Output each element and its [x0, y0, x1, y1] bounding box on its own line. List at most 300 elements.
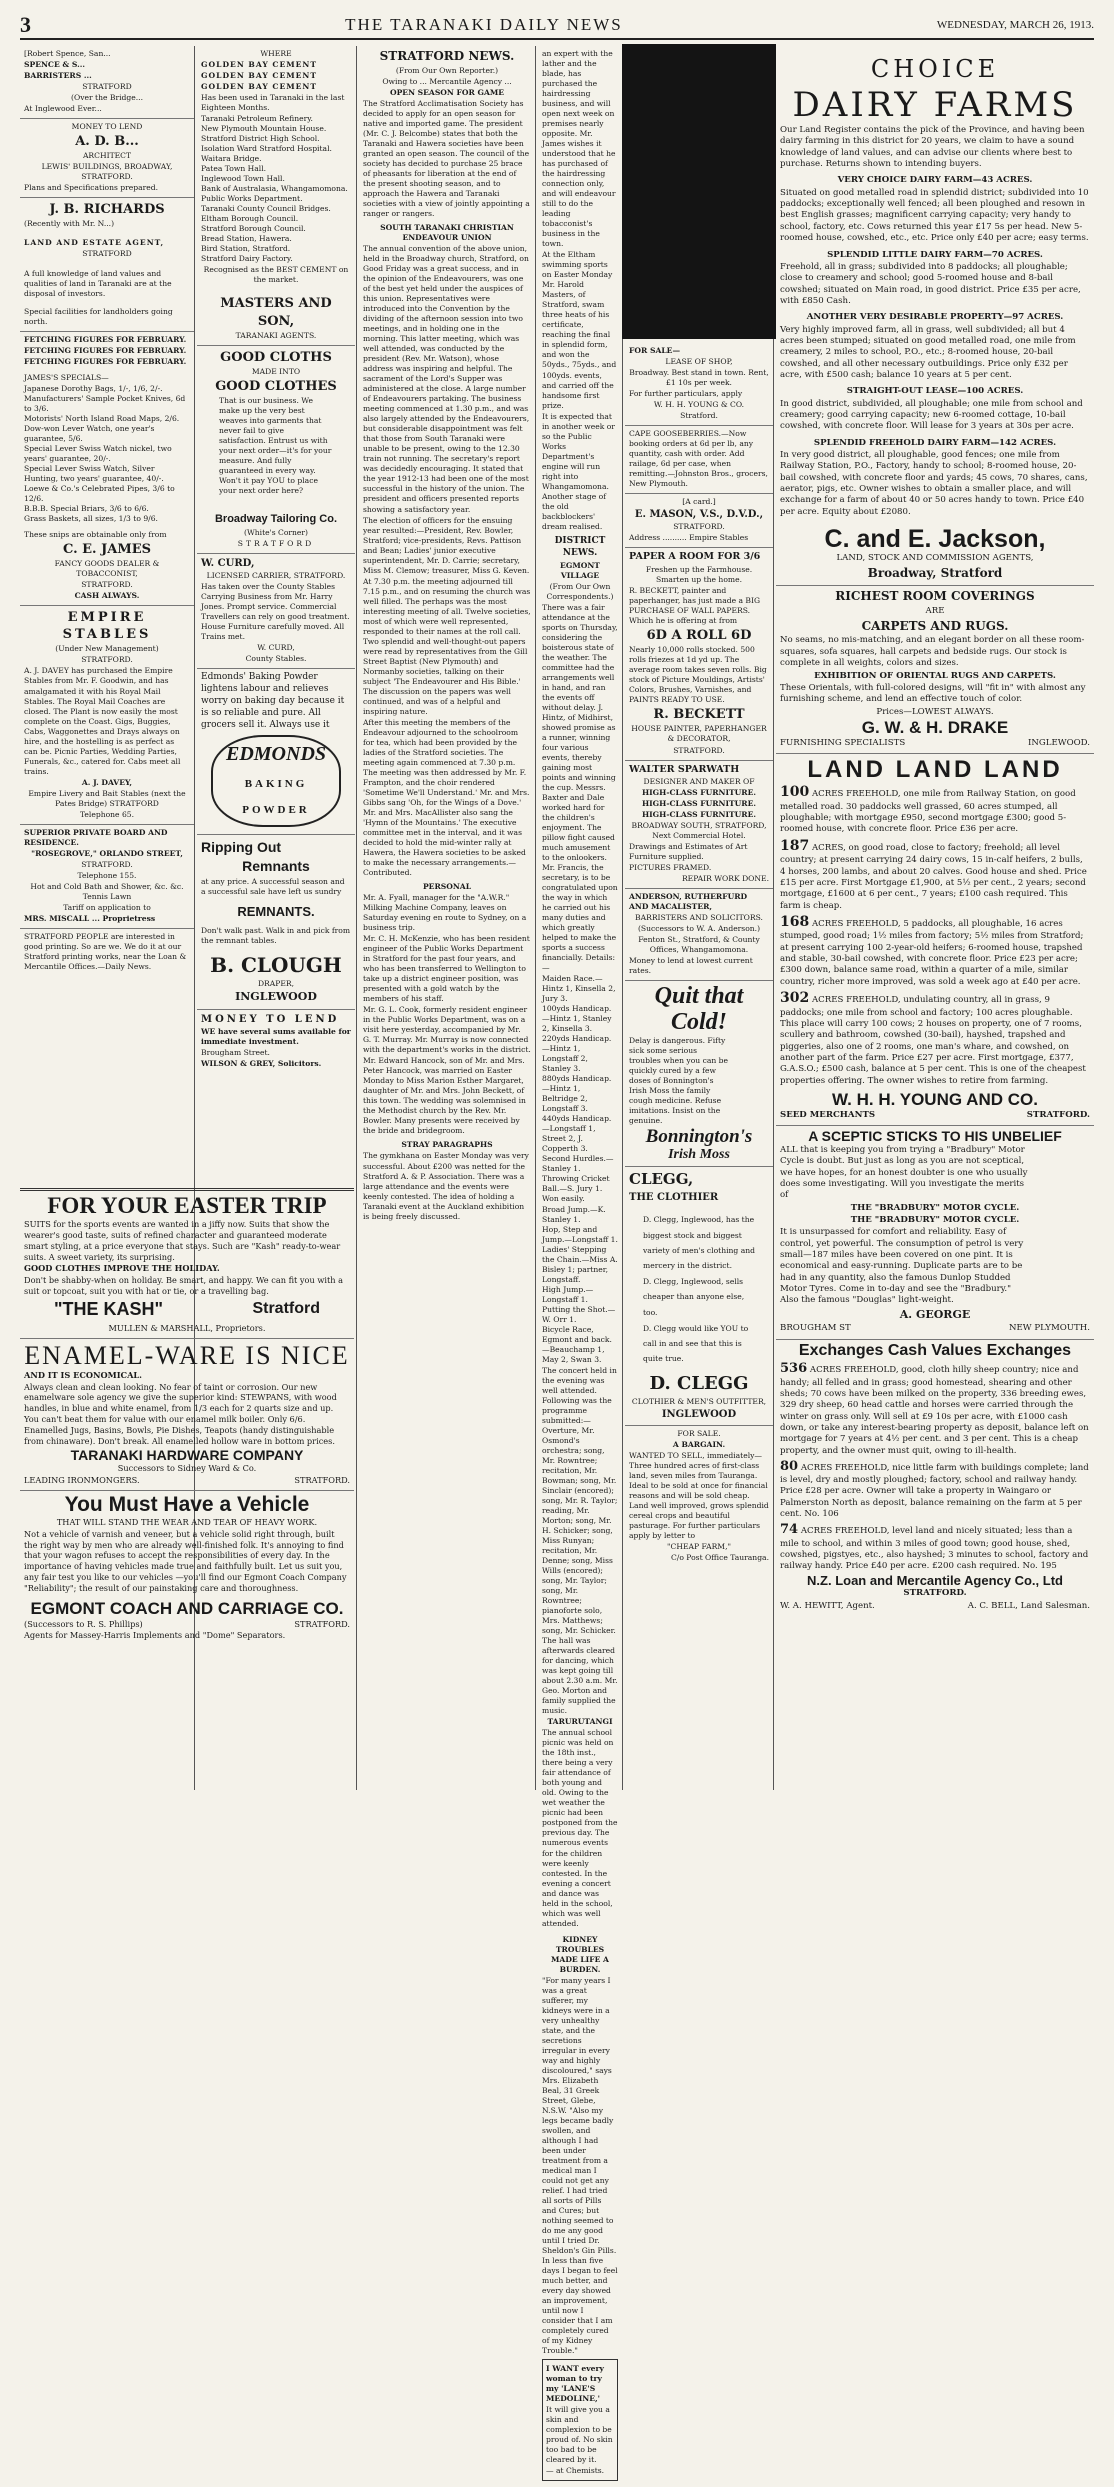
ad-line: County Stables.	[245, 654, 307, 664]
ad-body: WANTED TO SELL, immediately—Three hundred acres of first-class land, seven miles from Tauranga. Ideal to be sold at once for financial reasons and will be sold cheap. Land well improved, grows splendid cereal crops and beautiful pasturage. For further particulars apply by letter to	[629, 1451, 769, 1541]
paragraph: After this meeting the members of the Endeavour adjourned to the schoolroom for tea, which had been provided by the ladies of the Stratford societies. The meeting again commenced at 7.30 p.m. The meeting was then addressed by Mr. F. Frampton, and the choir rendered 'Sometime We'll Understand.' Mr. and Mrs. Gibbs sang 'Oh, for the Wings of a Dove.' Mr. and Mrs. MacAllister also sang the 'Hymn of the Mountains.' The executive committee met in the interval, and it was decided to hold the mid-winter rally at Hawera, the Hawera societies to be asked to make the necessary arrangements.—Contributed.	[363, 717, 530, 878]
list-item: Broad Jump.—K. Stanley 1.	[542, 1204, 606, 1224]
ad-line: [A card.]	[682, 497, 716, 507]
farm-sale-ad	[625, 1426, 773, 1567]
mason-ad	[625, 494, 773, 548]
ad-name: W. CURD,	[201, 557, 255, 569]
ad-name: C. and E. Jackson,	[824, 525, 1046, 554]
ad-name: "THE KASH"	[54, 1298, 164, 1319]
ad-heading: SUPERIOR PRIVATE BOARD AND RESIDENCE.	[24, 827, 168, 847]
ad-name: D. CLEGG	[649, 1373, 749, 1395]
subheading: TARURUTANGI	[547, 1717, 613, 1727]
list-item: Bank of Australasia, Whangamomona.	[201, 184, 348, 194]
cement-ad	[197, 46, 355, 346]
paragraph: Mr. A. Fyall, manager for the "A.W.R." Milking Machine Company, leaves on Saturday evening en route to Sydney, on a business trip.	[363, 893, 527, 933]
ad-heading: A BARGAIN.	[672, 1440, 726, 1450]
listing-acres: 100	[780, 784, 810, 801]
list-item: Bird Station, Stratford.	[201, 244, 291, 254]
listing-text: ACRES FREEHOLD, undulating country, all in grass, 9 paddocks; one mile from school and factory; 100 acres ploughable. This place will carry 100 cows; 2 houses on property, one of 7 rooms, scullery and bathroom, cowshed (30-bail), hayshed, trapshed and piggeries, also one of 2 rooms, one man's whare, and cowshed, on another part of the farm. Price £27 per acre. First mortgage, £377, G.A.S.O.; £500 cash, balance at 5 per cent. This is one of the cheapest properties offering. The owner wishes to retire from farming.	[780, 995, 1086, 1086]
ad-line: DESIGNER AND MAKER OF	[643, 777, 755, 787]
ad-line: W. A. HEWITT, Agent.	[780, 1600, 875, 1611]
ad-name: Irish Moss	[668, 1146, 730, 1162]
ad-line: (Successors to W. A. Anderson.)	[637, 924, 761, 934]
subheading: ANOTHER VERY DESIRABLE PROPERTY—97 ACRES.	[806, 312, 1064, 323]
ad-line	[780, 1601, 1090, 1612]
james-ad	[20, 332, 194, 607]
subheading: KIDNEY TROUBLES MADE LIFE A BURDEN.	[551, 1934, 609, 1974]
ad-body: A. J. DAVEY has purchased the Empire Stables from Mr. F. Goodwin, and has amalgamated it with his Royal Mail Stables. The Royal Mail Coaches are closed. The Plant is now easily the most complete on the Coast. Gigs, Buggies, Cabs, Waggonettes and Drays always on hire, and the hostelling is as perfect as can be. Picnic Parties, Wedding Parties, Funerals, &c., catered for. Cabs meet all trains.	[24, 666, 181, 776]
remnants-ad	[197, 835, 355, 1010]
section-heading: DISTRICT NEWS.	[554, 535, 606, 558]
ad-line: HIGH-CLASS FURNITURE.	[641, 810, 757, 820]
ad-name: ANDERSON, RUTHERFURD AND MACALISTER,	[629, 892, 748, 912]
ad-line: W. H. H. YOUNG & CO.	[653, 400, 745, 410]
ad-body: CAPE GOOSEBERRIES.—Now booking orders at 6d per lb, any quantity, cash with order. Add railage, 6d per case, when remitting.—Johnston Bros., grocers, New Plymouth.	[629, 429, 768, 489]
ad-line: DRAPER,	[257, 979, 295, 989]
bonningtons-ad	[625, 981, 773, 1167]
news-continued	[538, 46, 622, 2487]
listing	[780, 1458, 1090, 1521]
ad-line: CASH ALWAYS.	[74, 591, 140, 601]
ad-heading: GOOD CLOTHS	[220, 349, 332, 365]
list-item: Motorists' North Island Road Maps, 2/6.	[24, 413, 180, 423]
ad-name: TARANAKI HARDWARE COMPANY	[70, 1446, 304, 1463]
ad-heading: FOR YOUR EASTER TRIP	[47, 1193, 327, 1218]
ad-line: PICTURES FRAMED.	[629, 863, 712, 873]
ad-name: Bonnington's	[645, 1125, 753, 1147]
list-item: Second Hurdles.—Stanley 1.	[542, 1154, 614, 1174]
ad-body: In very good district, all ploughable, good fences; one mile from Railway Station, P.O., Factory, handy to school; 8-roomed house, 20-bail cowshed, with concrete floor and yards; 45 cows, 70 shares, cans, aerator, pigs, etc. Owner wishes to obtain a smaller place, and will exchange for a farm of about 40 or 50 acres handy to town. Price £40 per acre. Equity about £2080.	[780, 450, 1088, 517]
listing-text: ACRES FREEHOLD, good, cloth hilly sheep country; nice and handy; all felled and in grass; good homestead, shearing and other sheds; 70 cows have been milked on the property, 336 breeding ewes, 329 dry sheep, 60 head cattle and horses were carried through the winter on grass only. Will sell at £9 10s per acre, with £1000 cash down, or take any interest-bearing property as deposit, balance left on mortgage for 7 years at 4½ per cent. and 3 per cent. This is a cheap property, and the owner must quit, owing to ill-health.	[780, 1365, 1089, 1456]
ad-heading: ENAMEL-WARE IS NICE	[24, 1340, 350, 1370]
ad-line: ARCHITECT	[82, 151, 132, 161]
list-item: Stratford Dairy Factory.	[201, 254, 293, 264]
list-item: Maiden Race.—Hintz 1, Kinsella 2, Jury 3.	[542, 974, 616, 1004]
ad-name: J. B. RICHARDS	[49, 202, 165, 218]
ad-line: MULLEN & MARSHALL, Proprietors.	[108, 1322, 266, 1333]
list-item: Public Works Department.	[201, 194, 303, 204]
list-item: Eltham Borough Council.	[201, 214, 299, 224]
ad-heading: CARPETS AND RUGS.	[861, 618, 1009, 633]
ad-body: These Orientals, with full-colored designs, will "fit in" with almost any furnishing scheme, and lend an effective touch of color.	[780, 682, 1086, 705]
ad-heading: FETCHING FIGURES FOR FEBRUARY.	[24, 345, 187, 355]
ad-line: (Successors to R. S. Phillips)	[24, 1618, 143, 1629]
list-item: 100yds Handicap.—Hintz 1, Stanley 2, Kinsella 3.	[542, 1004, 612, 1034]
architect-ad	[20, 119, 194, 198]
ad-heading: FETCHING FIGURES FOR FEBRUARY.	[24, 356, 187, 366]
ad-body: Freehold, all in grass; subdivided into 8 paddocks; all ploughable; close to creamery and school; good 5-roomed house and 8-bail cowshed; situated on Main road, in good district. Price £35 per acre, with £850 Cash.	[780, 261, 1081, 306]
ad-body: Money to lend at lowest current rates.	[629, 956, 753, 976]
furniture-ad	[625, 761, 773, 890]
list-item: Stratford Borough Council.	[201, 224, 306, 234]
column-2	[197, 46, 355, 1186]
ad-line	[780, 738, 1090, 749]
ad-body: D. Clegg, Inglewood, has the biggest stock and biggest variety of men's clothing and mercery in the district.	[643, 1215, 755, 1271]
list-item: New Plymouth Mountain House.	[201, 124, 327, 134]
ad-line: STRATFORD.	[81, 859, 133, 869]
column-rule	[356, 46, 357, 1790]
listing-text: ACRES, on good road, close to factory; freehold; all level country; at present carrying 24 dairy cows, 15 in-calf heifers, 2 bulls, 4 horses, 200 lambs, and about 20 calves. Good house and shed. Price £15 per acre. First Mortgage £1,900, at 5½ per cent., 2 years; second mortgage, £1600 at 6 per cent., 7 years; £100 cash required. This farm is cheap.	[780, 842, 1087, 911]
listing	[780, 913, 1090, 988]
list-item: Hop, Step and Jump.—Longstaff 1.	[542, 1224, 618, 1244]
ad-line: Brougham Street.	[201, 1047, 270, 1057]
ad-line: A. C. BELL, Land Salesman.	[967, 1600, 1090, 1611]
edmonds-ad	[197, 669, 355, 835]
land-listings-ad	[776, 754, 1094, 1126]
ad-line: At Inglewood Ever...	[24, 104, 102, 114]
ad-line	[780, 1110, 1090, 1121]
dark-printed-block	[622, 44, 776, 339]
subheading: OPEN SEASON FOR GAME	[389, 87, 505, 97]
ad-line: (Recently with Mr. N...)	[24, 219, 115, 229]
motor-cycle-ad	[776, 1126, 1094, 1339]
bottom-ads	[20, 1188, 354, 1790]
ad-line: "CHEAP FARM,"	[667, 1542, 731, 1552]
column-6	[776, 46, 1094, 1790]
ad-name: E. MASON, V.S., D.V.D.,	[634, 509, 764, 521]
ad-body: Has taken over the County Stables Carrying Business from Mr. Harry Jones. Prompt service. Commercial Travellers can rely on good treatment. House Furniture carefully moved. All Trains met.	[201, 581, 350, 641]
ad-heading: FOR SALE.	[677, 1429, 721, 1439]
ad-line: STRATFORD.	[294, 1618, 350, 1629]
paragraph: an expert with the lather and the blade, has purchased the hairdressing business, and will open next week on premises nearly opposite. Mr. James wishes it understood that he has purchased of the hairdressing connection only, and will endeavour still to do the leading tobacconist's business in the town.	[542, 49, 616, 249]
ad-heading: GOLDEN BAY CEMENT	[201, 60, 318, 70]
ad-line: Telephone 65.	[79, 809, 135, 819]
ad-heading: RICHEST ROOM COVERINGS	[835, 589, 1035, 604]
clothes-ad	[197, 346, 355, 554]
ad-line: Tariff on application to	[63, 902, 151, 912]
money-lend-ad	[197, 1010, 355, 1073]
subheading: SOUTH TARANAKI CHRISTIAN ENDEAVOUR UNION	[380, 223, 514, 243]
byline: (From Our Own Correspondents.)	[546, 581, 614, 601]
ad-heading: FETCHING FIGURES FOR FEBRUARY.	[24, 334, 187, 344]
paragraph: "For many years I was a great sufferer, my kidneys were in a very unhealthy state, and the secretions irregular in every way and highly discoloured," says Mrs. Elizabeth Beal, 31 Greek Street, Glebe, N.S.W. "Also my legs became badly swollen, and although I had been under treatment from a medical man I could not get any relief. I had tried all sorts of Pills and Cures; but nothing seemed to do me any good until I tried Dr. Sheldon's Gin Pills. In less than five days I began to feel much better, and every day showed an improvement, until now I consider that I am completely cured of my Kidney Trouble."	[542, 1975, 618, 2356]
ad-body: Special facilities for landholders going north.	[24, 306, 173, 326]
ad-heading: Remnants	[242, 858, 310, 875]
ad-line: W. CURD,	[257, 643, 295, 653]
ad-line: GOOD CLOTHES IMPROVE THE HOLIDAY.	[24, 1263, 220, 1274]
column-1	[20, 46, 194, 1186]
ad-name: G. W. & H. DRAKE	[861, 717, 1009, 737]
paragraph: Mr. C. H. McKenzie, who has been resident engineer of the Public Works Department in Stratford for the past four years, and who has been transferred to Wellington to take up a district engineer position, was presented with a gold watch by the members of his staff.	[363, 934, 530, 1004]
list-item: Stratford District High School.	[201, 134, 320, 144]
ad-line: EXHIBITION OF ORIENTAL RUGS AND CARPETS.	[814, 670, 1056, 681]
ad-line: LEADING IRONMONGERS.	[24, 1475, 140, 1486]
ad-line: Address .......... Empire Stables	[629, 533, 749, 543]
paragraph: The election of officers for the ensuing year resulted:—President, Rev. Bowler, Stratford; vice-presidents, Revs. Pattison and Bean; Ladies' junior executive superintendent, Mr. D. Carrie; secretary, Miss M. Clemow; treasurer, Miss G. Keven.	[363, 515, 530, 575]
ad-body: That is our business. We make up the very best weaves into garments that never fail to give satisfaction. Entrust us with your next order—it's for your measure. And fully guaranteed in every way. Won't it pay YOU to place your next order here?	[219, 396, 332, 496]
list-item: Isolation Ward Stratford Hospital.	[201, 144, 332, 154]
lanes-medoline-ad	[542, 2359, 618, 2481]
ad-line: THAT WILL STAND THE WEAR AND TEAR OF HEAVY WORK.	[56, 1517, 318, 1527]
ad-heading: I WANT every woman to try my 'LANE'S MEDOLINE,'	[546, 2364, 604, 2404]
ad-name: C. E. JAMES	[62, 541, 152, 557]
listing	[780, 989, 1090, 1087]
ad-line: STRATFORD.	[673, 745, 725, 755]
gooseberries-ad	[625, 426, 773, 494]
paragraph: The gymkhana on Easter Monday was very successful. About £200 was netted for the Stratford A. & P. Association. There was a large attendance and the events were keenly contested. The idea of holding a Taranaki event at the Auckland exhibition is being freely discussed.	[363, 1151, 529, 1221]
ad-name: CLEGG,	[629, 1170, 694, 1189]
ad-body: It will give you a skin and complexion to be proud of. No skin too bad to be cleared by it.	[546, 2405, 613, 2465]
ad-line: LICENSED CARRIER, STRATFORD.	[206, 570, 346, 580]
ad-line: Agents for Massey-Harris Implements and "Dome" Separators.	[24, 1630, 286, 1641]
shop-lease-ad	[625, 343, 773, 426]
ad-name: A. GEORGE	[899, 1307, 971, 1321]
ad-line: STRATFORD	[82, 248, 132, 258]
ad-body: Always clean and clean looking. No fear of taint or corrosion. Our new enamelware sole agency we give the superior kind: STEWPANS, with wood handles, in blue and white enamel, from 1/3 each for 2 quarts size and up. You can't beat them for value with our enamel milk boiler. Only 6/6. Enamelled Jugs, Basins, Bowls, Pie Dishes, Teapots (handy distinguishable from chinaware). Don't break. All enamelled hollow ware in bottom prices.	[24, 1381, 337, 1446]
paragraph: The concert held in the evening was well attended. Following was the programme submitted:—Overture, Mr. Osmond's orchestra; song, Mr. Rowntree; recitation, Mr. Bowman; song, Mr. Sinclair (encored); song, Mr. R. Taylor; reading, Mr. Morton; song, Mr. H. Schicker; song, Miss Runyan; recitation, Mr. Denne; song, Miss Wills (encored); song, Mr. Taylor; song, Mr. Rowntree; pianoforte solo, Mrs. Matthews; song, Mr. Schicker. The hall was afterwards cleared for dancing, which was kept going till about 2.30 a.m. Mr. Geo. Morton and family supplied the music.	[542, 1365, 618, 1716]
ad-line: SEED MERCHANTS	[780, 1109, 876, 1120]
ad-line: REPAIR WORK DONE.	[681, 874, 769, 884]
ad-body: Don't walk past. Walk in and pick from the remnant tables.	[201, 925, 351, 945]
list-item: Special Lever Swiss Watch nickel, two years' guarantee, 20/-.	[24, 443, 172, 463]
vehicle-ad	[20, 1491, 354, 1645]
ad-line	[24, 1619, 350, 1630]
ad-body: D. Clegg, Inglewood, sells cheaper than anyone else, too.	[643, 1277, 745, 1317]
ad-heading: You Must Have a Vehicle	[64, 1492, 310, 1516]
list-item: 880yds Handicap.—Hintz 1, Beltridge 2, Longstaff 3.	[542, 1074, 612, 1114]
ad-body: at any price. A successful season and a successful sale have left us sundry	[201, 876, 345, 896]
ad-line: Hot and Cold Bath and Shower, &c. &c. Tennis Lawn	[30, 881, 184, 901]
ad-heading: LAND AND ESTATE AGENT,	[24, 237, 165, 247]
printing-notice	[20, 929, 194, 976]
ad-line: FURNISHING SPECIALISTS	[780, 737, 906, 748]
ad-line: STRATFORD.	[294, 1475, 350, 1486]
list-item: High Jump.—Longstaff 1.	[542, 1284, 594, 1304]
issue-date: WEDNESDAY, MARCH 26, 1913.	[936, 19, 1094, 31]
listing-text: ACRES FREEHOLD, 5 paddocks, all ploughable, 16 acres stumped, good road; 1½ miles from factory; 5½ miles from Stratford; at present carrying 100 2-year-old heifers; 6-roomed house, trapshed and stable, 30-bail cowshed, with concrete floor. Price £23 per acre; £300 down, balance same road, within a quarter of a mile, similar country, richer more improved, was sold a week ago at £40 per acre.	[780, 918, 1084, 987]
ad-body: For further particulars, apply	[629, 389, 743, 399]
ad-line: STRATFORD	[237, 538, 315, 548]
listing	[780, 837, 1090, 912]
ad-heading: 6D A ROLL 6D	[646, 628, 752, 644]
listing-acres: 536	[780, 1361, 808, 1377]
ad-heading: DAIRY FARMS	[792, 84, 1078, 125]
solicitor-ad	[20, 46, 194, 119]
listing-acres: 74	[780, 1522, 799, 1538]
subheading: VERY CHOICE DAIRY FARM—43 ACRES.	[837, 175, 1033, 186]
ad-line: HOUSE PAINTER, PAPERHANGER & DECORATOR,	[631, 724, 767, 744]
listing-text: ACRES FREEHOLD, nice little farm with buildings complete; land is level, dry and mostly ploughed; factory, school and railway handy. Price £28 per acre. Owner will take a property in Waingaro or Palmerston North as deposit, balance remaining on the farm at 5 per cent. No. 106	[780, 1462, 1089, 1520]
paragraph: The annual convention of the above union, held in the Broadway church, Stratford, on Good Friday was a great success, and in the opinion of the Endeavourers, was one of the best yet held under the auspices of this union. Representatives were introduced into the Convention by the dividing of the afternoon session into two meetings, and in holding one in the morning. This latter meeting, which was well attended, was conducted by the president (Rev. Mr. Watson), whose address was inspiring and helpful. The sacrament of the Lord's Supper was administered at the close. A large number of Endeavourers partaking. The business meeting commenced at 1.30 p.m., and was also largely attended by the Endeavourers, but considerable disappointment was felt that those from South Taranaki were unable to be present, owing to the 12.30 train not running. The secretary's report was decidedly encouraging. It stated that the year 1912-13 had been one of the most successful in the history of the union. The president and officers presented reports showing a satisfactory year.	[363, 244, 530, 514]
ad-heading: Exchanges Cash Values Exchanges	[798, 1341, 1072, 1359]
page-number: 3	[20, 12, 31, 37]
ad-line	[780, 1323, 1090, 1334]
logo-text: EDMONDS	[225, 743, 327, 766]
newspaper-title: THE TARANAKI DAILY NEWS	[345, 15, 623, 34]
edmonds-logo	[211, 735, 341, 826]
ad-heading: A SCEPTIC STICKS TO HIS UNBELIEF	[808, 1128, 1062, 1145]
ad-line: STRATFORD.	[81, 580, 133, 590]
ad-line: STRATFORD.	[1026, 1109, 1090, 1120]
ad-body: It is unsurpassed for comfort and reliability. Easy of control, yet powerful. The consumption of petrol is very small—187 miles have been covered on one pint. It is economical and easy-running. Duplicate parts are to be had in any quantity, also the famous Dunlop Studded Motor Tyres. Come in to-day and see the "Bradbury." Also the famous "Douglas" light-weight.	[780, 1227, 1024, 1306]
ad-line: C/o Post Office Tauranga.	[670, 1553, 769, 1563]
listing-acres: 80	[780, 1458, 799, 1474]
ad-name: A. D. B...	[75, 134, 139, 150]
ad-body: Don't be shabby-when on holiday. Be smart, and happy. We can fit you with a suit or topcoat, suit you with hat or tie, or a travelling bag.	[24, 1275, 344, 1297]
ad-body: A full knowledge of land values and qualities of land in Taranaki are at the disposal of investors.	[24, 268, 172, 298]
ad-line: STRATFORD	[82, 82, 132, 92]
ad-line: Stratford.	[680, 411, 718, 421]
ad-name: Stratford	[252, 1299, 320, 1317]
list-item: Taranaki County Council Bridges.	[201, 204, 331, 214]
ad-line	[24, 1475, 350, 1486]
list-item: Taranaki Petroleum Refinery.	[201, 114, 313, 124]
ad-name: WALTER SPARWATH	[629, 763, 740, 775]
ad-line: LAND, STOCK AND COMMISSION AGENTS,	[836, 553, 1034, 564]
list-item: Ladies' Stepping the Chain.—Miss A. Bisley 1; partner, Longstaff.	[542, 1244, 618, 1284]
ad-line: — at Chemists.	[546, 2466, 605, 2476]
list-item: Japanese Dorothy Bags, 1/-, 1/6, 2/-.	[24, 383, 163, 393]
section-heading: STRATFORD NEWS.	[379, 49, 515, 63]
ad-line: FANCY GOODS DEALER & TOBACCONIST,	[54, 559, 160, 579]
subheading: SPLENDID FREEHOLD DAIRY FARM—142 ACRES.	[813, 437, 1057, 448]
ad-name: MASTERS AND SON,	[220, 296, 332, 329]
list-item: 440yds Handicap.—Longstaff 1, Street 2, J. Copperth 3.	[542, 1114, 612, 1154]
ad-body: These snips are obtainable only from	[24, 529, 167, 539]
subheading: STRAY PARAGRAPHS	[401, 1140, 493, 1150]
ad-line: AND IT IS ECONOMICAL.	[24, 1369, 143, 1380]
ad-heading: REMNANTS.	[237, 903, 315, 919]
ad-heading: GOLDEN BAY CEMENT	[201, 71, 318, 81]
clegg-ad	[625, 1167, 773, 1426]
ad-line: "ROSEGROVE," ORLANDO STREET,	[31, 848, 183, 858]
list-item: Bicycle Race, Egmont and back.—Beauchamp 1, May 2, Swan 3.	[542, 1324, 612, 1364]
ad-line: WILSON & GREY, Solicitors.	[201, 1058, 322, 1068]
ad-line: STRATFORD.	[903, 1588, 967, 1599]
ad-body: Nearly 10,000 rolls stocked. 500 rolls friezes at 1d yd up. The average room takes seven rolls. Big stock of Picture Mouldings, Artists' Colors, Brushes, Varnishes, and PAINTS READY TO USE.	[629, 645, 767, 705]
column-5	[625, 46, 773, 1790]
ad-line: Freshen up the Farmhouse. Smarten up the home.	[645, 564, 753, 584]
subheading: EGMONT VILLAGE	[560, 560, 600, 580]
empire-stables-ad	[20, 606, 194, 825]
ad-body: No seams, no mis-matching, and an elegant border on all these room-squares, sofa squares, hall carpets and bedside rugs. Our stock is complete in all weights, colors and sizes.	[780, 635, 1085, 669]
listing-acres: 187	[780, 837, 810, 854]
ad-line: MONEY TO LEND	[71, 122, 143, 132]
listing-text: ACRES FREEHOLD, one mile from Railway Station, on good metalled road. 30 paddocks well grassed, 60 acres stumped, all ploughable; with mortgage £950, second mortgage £300; good 5-roomed house, with concrete floor. Price £36 per acre.	[780, 789, 1076, 835]
byline: (From Our Own Reporter.)	[395, 65, 499, 75]
list-item: Throwing Cricket Ball.—S. Jury 1. Won easily.	[542, 1174, 610, 1204]
ad-line: NEW PLYMOUTH.	[1008, 1323, 1090, 1334]
ad-line: THE "BRADBURY" MOTOR CYCLE.	[850, 1202, 1020, 1213]
list-item: B.B.B. Special Briars, 3/6 to 6/6.	[24, 503, 149, 513]
ad-line: ARE	[925, 606, 945, 617]
ad-name: W. H. H. YOUNG AND CO.	[832, 1090, 1038, 1110]
subheading: SPLENDID LITTLE DAIRY FARM—70 ACRES.	[827, 249, 1043, 260]
ad-line: Plans and Specifications prepared.	[24, 183, 159, 193]
stratford-news	[359, 46, 535, 1226]
ad-body: SUITS for the sports events are wanted in a jiffy now. Suits that show the wearer's good taste, suits of refined character and guaranteed moderate smart styling, at a price everyone that stays. Such are "Kash" ready-to-wear suits. A sweet variety, its surprising.	[24, 1219, 341, 1262]
solicitors-ad	[625, 889, 773, 981]
ad-line: INGLEWOOD	[661, 1409, 737, 1421]
ad-line: BROADWAY SOUTH, STRATFORD, Next Commercial Hotel.	[631, 821, 767, 841]
ad-line: Successors to Sidney Ward & Co.	[117, 1463, 257, 1474]
ad-body: ALL that is keeping you from trying a "Bradbury" Motor Cycle is doubt. But just as long as you are not sceptical, we have hopes, for an honest doubter is one who usually does some investigating. Will you investigate the merits of	[780, 1144, 1028, 1201]
listing-text: ACRES FREEHOLD, level land and nicely situated; less than a mile to school, and within 3 miles of good town; good house, shed, cowshed, pigstyes, etc., also hayshed; 3 minutes to school, factory and railway handy. Price £40 per acre. £200 cash required. No. 195	[780, 1526, 1089, 1572]
paragraph: The Stratford Acclimatisation Society has decided to apply for an open season for native and imported game. The president (Mr. C. J. Belcombe) states that both the Taranaki and Hawera societies have been granted an open season. The council of the society has decided to purchase 25 brace of pheasants for liberation at the end of the present shooting season, and to approach the Hawera and Taranaki societies with a view of jointly appointing a ranger or rangers.	[363, 98, 530, 219]
board-residence-ad	[20, 825, 194, 929]
list-item: Inglewood Town Hall.	[201, 174, 285, 184]
listing	[780, 1521, 1090, 1572]
ad-name: Broadway Tailoring Co.	[214, 513, 338, 526]
subheading: PERSONAL	[422, 882, 472, 892]
ad-body: Edmonds' Baking Powder lightens labour and relieves worry on baking day because it is so reliable and pure. All grocers sell it. Always use it	[201, 672, 345, 730]
ad-heading: Quit that Cold!	[654, 983, 744, 1035]
ad-line: LEASE OF SHOP,	[665, 357, 733, 367]
ad-name: B. CLOUGH	[210, 952, 342, 977]
ad-line: [Robert Spence, San...	[24, 49, 111, 58]
ad-heading: JAMES'S SPECIALS—	[24, 372, 109, 382]
listing	[780, 783, 1090, 836]
list-item: Bread Station, Hawera.	[201, 234, 292, 244]
paragraph: The annual school picnic was held on the 18th inst., there being a very fair attendance of both young and old. Owing to the wet weather the picnic had been postponed from the previous day. The numerous events for the children were keenly contested. In the evening a concert and dance was held in the school, which was well attended.	[542, 1728, 618, 1928]
ad-line: INGLEWOOD	[235, 990, 317, 1004]
list-item: Special Lever Swiss Watch, Silver Hunting, two years' guarantee, 40/-.	[24, 463, 164, 483]
masthead	[20, 12, 1094, 40]
listing-acres: 302	[780, 990, 810, 1007]
list-item: Waitara Bridge.	[201, 154, 262, 164]
subheading: STRAIGHT-OUT LEASE—100 ACRES.	[846, 386, 1024, 397]
carpets-ad	[776, 586, 1094, 754]
ad-line: HIGH-CLASS FURNITURE.	[641, 788, 757, 798]
ad-body: Not a vehicle of varnish and veneer, but a vehicle solid right through, built the right way by men who are already well-finished folk. It's annoying to find that your wagon refuses to accept the responsibilities of every day. In the importance of having vehicles made true and faithfully built. Let us suit you, any fair test you like to our vehicles —you'll find our Egmont Coach Company "Reliability"; the result of our painstaking care and thoroughness.	[24, 1528, 347, 1593]
ad-line: TARANAKI AGENTS.	[235, 330, 317, 340]
ad-body: Broadway. Best stand in town. Rent, £1 10s per week.	[629, 368, 769, 388]
ad-body: WE have several sums available for immediate investment.	[201, 1026, 351, 1046]
ad-body: Our Land Register contains the pick of the Province, and having been dairy farming in this district for 20 years, we claim to have a sound knowledge of land values, and can advise our clients where best to purchase. Returns shown to intending buyers.	[780, 125, 1085, 170]
ad-heading: CHOICE	[870, 55, 1000, 83]
ad-line: (Over the Bridge...	[71, 93, 143, 103]
ad-body: D. Clegg would like YOU to call in and see that this is quite true.	[643, 1323, 749, 1364]
ad-body: R. BECKETT, painter and paperhanger, has just made a BIG PURCHASE OF WALL PAPERS. Which he is offering at from	[629, 586, 761, 626]
ad-body: Very highly improved farm, all in grass, well subdivided; all but 4 acres been stumped; situated on good metalled road, one mile from creamery, 2 miles to school, P.O., etc.; 8-roomed house, 20-bail cowshed, and all other necessary outbuildings. Price only £32 per acre, with £500 cash; balance 10 years at 5 per cent.	[780, 324, 1076, 380]
ad-line: MRS. MISCALL ... Proprietress	[24, 913, 156, 923]
ad-line: MADE INTO	[251, 366, 301, 376]
ad-body: Delay is dangerous. Fifty sick some serious troubles when you can be quickly cured by a few doses of Bonnington's Irish Moss the family cough medicine. Refuse imitations. Insist on the genuine.	[629, 1035, 729, 1125]
paragraph: There was a fair attendance at the sports on Thursday, considering the boisterous state of the weather. The committee had the arrangements well in hand, and ran the events off without delay. J. Hintz, of Midhirst, showed promise as a runner, winning four various events, thereby gaining most points and winning the cup. Messrs. Baxter and Dale worked hard for the children's enjoyment. The pillow fight caused much amusement to the onlookers. Mr. Francis, the secretary, is to be congratulated upon the way in which he carried out his many duties and which greatly helped to make the sports a success financially. Details:—	[542, 602, 618, 973]
ad-line: Prices—LOWEST ALWAYS.	[876, 706, 994, 717]
column-3	[359, 46, 535, 1790]
carrier-ad	[197, 554, 355, 669]
ad-heading: GOLDEN BAY CEMENT	[201, 82, 318, 92]
list-item: Grass Baskets, all sizes, 1/3 to 9/6.	[24, 513, 158, 523]
ad-line: SPENCE & S...	[24, 60, 86, 70]
ad-line: THE CLOTHIER	[629, 1192, 719, 1204]
ad-line: LEWIS' BUILDINGS, BROADWAY, STRATFORD.	[41, 162, 173, 182]
ad-line: INGLEWOOD.	[1028, 737, 1090, 748]
ad-heading: Ripping Out	[201, 838, 282, 855]
list-item: Patea Town Hall.	[201, 164, 267, 174]
exchanges-ad	[776, 1340, 1094, 1616]
ad-line: BROUGHAM ST	[780, 1323, 851, 1334]
wallpaper-ad	[625, 548, 773, 760]
ad-name: EGMONT COACH AND CARRIAGE CO.	[30, 1598, 344, 1618]
list-item: Dow-won Lever Watch, one year's guarantee, 5/6.	[24, 423, 155, 443]
ad-line: WHERE	[260, 49, 292, 58]
paragraph: At 7.30 p.m. the meeting adjourned till 7.15 p.m., and on resuming the church was well filled. The perhaps was the most interesting meeting of all. Twelve societies, most of which were well represented, responded to their names at the roll call. Two splendid and well-thought-out papers were read by representatives from the Gill Street Baptist (New Plymouth) and Normanby societies, talking on their subject 'The Endeavourer and His Bible.' The discussion on the papers was well continued, and was of a helpful and inspiring nature.	[363, 576, 531, 716]
ad-name: EMPIRE STABLES	[62, 610, 152, 643]
ad-heading: MONEY TO LEND	[201, 1013, 340, 1025]
ad-body: In good district, subdivided, all ploughable; one mile from school and creamery; good carrying capacity; new 6-roomed cottage, 10-bail cowshed, with concrete floor. Will lease for 3 years at 30s per acre.	[780, 398, 1083, 432]
ad-line: STRATFORD.	[81, 655, 133, 665]
ad-line: Broadway, Stratford	[867, 565, 1003, 580]
ad-line: (Under New Management)	[55, 644, 159, 654]
ad-line: BARRISTERS AND SOLICITORS.	[635, 913, 763, 923]
ad-heading: PAPER A ROOM FOR 3/6	[629, 551, 761, 563]
ad-heading: GOOD CLOTHES	[215, 378, 337, 394]
logo-text: BAKING POWDER	[242, 777, 310, 817]
ad-heading: FOR SALE—	[629, 346, 681, 355]
ad-line: Telephone 155.	[77, 870, 137, 880]
